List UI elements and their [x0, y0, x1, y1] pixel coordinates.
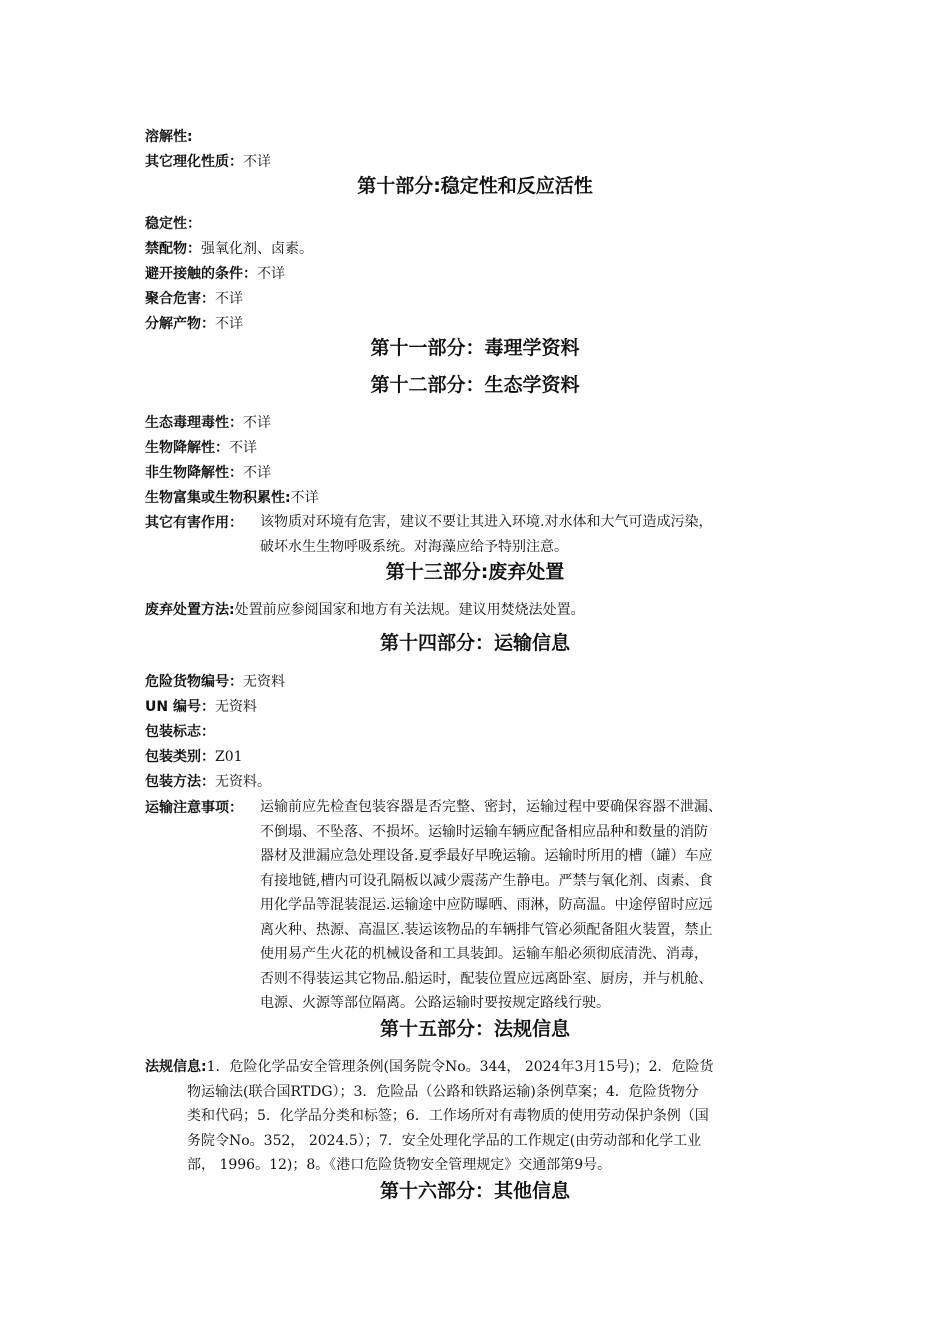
regulations-line: 类和代码；5．化学品分类和标签；6．工作场所对有毒物质的使用劳动保护条例（国 [187, 1108, 709, 1124]
stability-label: 稳定性： [145, 216, 201, 232]
avoid-conditions-label: 避开接触的条件： [145, 266, 257, 282]
dg-number-label: 危险货物编号： [145, 674, 243, 690]
ecotox-value: 不详 [243, 415, 271, 431]
other-props-value: 不详 [243, 154, 271, 170]
bioaccumulation-row [145, 487, 815, 508]
transport-notes-line: 电源、火源等部位隔离。公路运输时要按规定路线行驶。 [260, 995, 610, 1011]
disposal-row [145, 599, 815, 620]
dg-number-row [145, 671, 815, 692]
section-13-title: 第十三部分:废弃处置 [385, 561, 565, 583]
package-category-value: Z01 [215, 749, 243, 765]
transport-notes-line: 用化学品等混装混运.运输途中应防曝晒、雨淋，防高温。中途停留时应远 [260, 897, 713, 913]
solubility-label: 溶解性: [145, 129, 193, 145]
regulations-line: 1．危险化学品安全管理条例(国务院令No。344， 2024年3月15号)；2．危险货 [206, 1059, 714, 1075]
transport-notes-line: 器材及泄漏应急处理设备.夏季最好早晚运输。运输时所用的槽（罐）车应 [260, 848, 713, 864]
package-method-row [145, 771, 815, 792]
non-biodegradability-label: 非生物降解性： [145, 465, 243, 481]
section-16-title: 第十六部分：其他信息 [379, 1180, 570, 1202]
disposal-label: 废弃处置方法: [145, 602, 235, 618]
package-category-row [145, 746, 815, 767]
package-mark-row [145, 721, 815, 742]
decomposition-label: 分解产物： [145, 316, 215, 332]
transport-notes-line: 有接地链,槽内可设孔隔板以减少震荡产生静电。严禁与氧化剂、卤素、食 [260, 872, 713, 889]
transport-notes-line: 不倒塌、不坠落、不损坏。运输时运输车辆应配备相应品种和数量的消防 [260, 823, 708, 840]
section-15-title: 第十五部分：法规信息 [379, 1018, 570, 1040]
polymerization-row [145, 288, 815, 309]
transport-notes-text [260, 795, 722, 1016]
un-number-row [145, 696, 815, 717]
polymerization-label: 聚合危害： [145, 291, 215, 307]
bioaccumulation-label: 生物富集或生物积累性: [145, 490, 291, 506]
biodegradability-value: 不详 [229, 440, 257, 456]
incompatible-label: 禁配物： [145, 241, 201, 257]
package-mark-label: 包装标志： [145, 724, 215, 740]
polymerization-value: 不详 [215, 291, 243, 307]
regulations-first-line [145, 1055, 714, 1080]
section-11-title: 第十一部分：毒理学资料 [370, 337, 580, 359]
regulations-line: 物运输法(联合国RTDG）；3．危险品（公路和铁路运输)条例草案；4．危险货物分 [187, 1083, 699, 1100]
avoid-conditions-value: 不详 [257, 266, 285, 282]
other-effects-line: 该物质对环境有危害，建议不要让其进入环境.对水体和大气可造成污染， [260, 514, 713, 530]
disposal-value: 处置前应参阅国家和地方有关法规。建议用焚烧法处置。 [234, 602, 585, 618]
other-effects-label: 其它有害作用： [145, 515, 243, 531]
biodegradability-label: 生物降解性： [145, 440, 229, 456]
incompatible-value: 强氧化剂、卤素。 [201, 241, 313, 257]
package-category-label: 包装类别： [145, 749, 215, 765]
transport-notes-label: 运输注意事项： [145, 800, 243, 816]
incompatible-row [145, 238, 815, 259]
avoid-conditions-row [145, 263, 815, 284]
solubility-row [145, 126, 815, 147]
regulations-line: 务院令No。352， 2024.5）；7．安全处理化学品的工作规定(由劳动部和化学工业 [187, 1132, 702, 1149]
ecotox-label: 生态毒理毒性： [145, 415, 243, 431]
transport-notes-line: 使用易产生火花的机械设备和工具装卸。运输车船必须彻底清洗、消毒， [260, 946, 708, 962]
section-12-title: 第十二部分：生态学资料 [370, 374, 580, 396]
dg-number-value: 无资料 [243, 674, 285, 690]
transport-notes-line: 否则不得装运其它物品.船运时，配装位置应远离卧室、厨房，并与机舱、 [260, 970, 713, 987]
package-method-label: 包装方法： [145, 774, 215, 790]
regulations-label: 法规信息: [145, 1059, 207, 1075]
other-props-row [145, 151, 815, 172]
stability-row [145, 213, 815, 234]
regulations-line: 部， 1996。12)；8。《港口危险货物安全管理规定》交通部第9号。 [187, 1157, 612, 1173]
un-number-value: 无资料 [214, 699, 257, 715]
regulations-text [187, 1080, 709, 1178]
other-effects-line: 破坏水生生物呼吸系统。对海藻应给予特别注意。 [260, 538, 568, 555]
decomposition-row [145, 313, 815, 334]
transport-notes-line: 离火种、热源、高温区.装运该物品的车辆排气管必须配备阻火装置，禁止 [260, 921, 713, 938]
bioaccumulation-value: 不详 [290, 490, 319, 506]
non-biodegradability-value: 不详 [243, 465, 271, 481]
section-14-title: 第十四部分：运输信息 [379, 632, 570, 654]
non-biodegradability-row [145, 462, 815, 483]
decomposition-value: 不详 [215, 316, 243, 332]
section-10-title: 第十部分:稳定性和反应活性 [357, 175, 593, 197]
ecotox-row [145, 412, 815, 433]
other-effects-text [260, 510, 712, 559]
transport-notes-line: 运输前应先检查包装容器是否完整、密封，运输过程中要确保容器不泄漏、 [260, 799, 722, 815]
un-number-label: UN 编号： [145, 699, 215, 715]
biodegradability-row [145, 437, 815, 458]
other-props-label: 其它理化性质： [145, 154, 243, 170]
package-method-value: 无资料。 [215, 774, 271, 790]
